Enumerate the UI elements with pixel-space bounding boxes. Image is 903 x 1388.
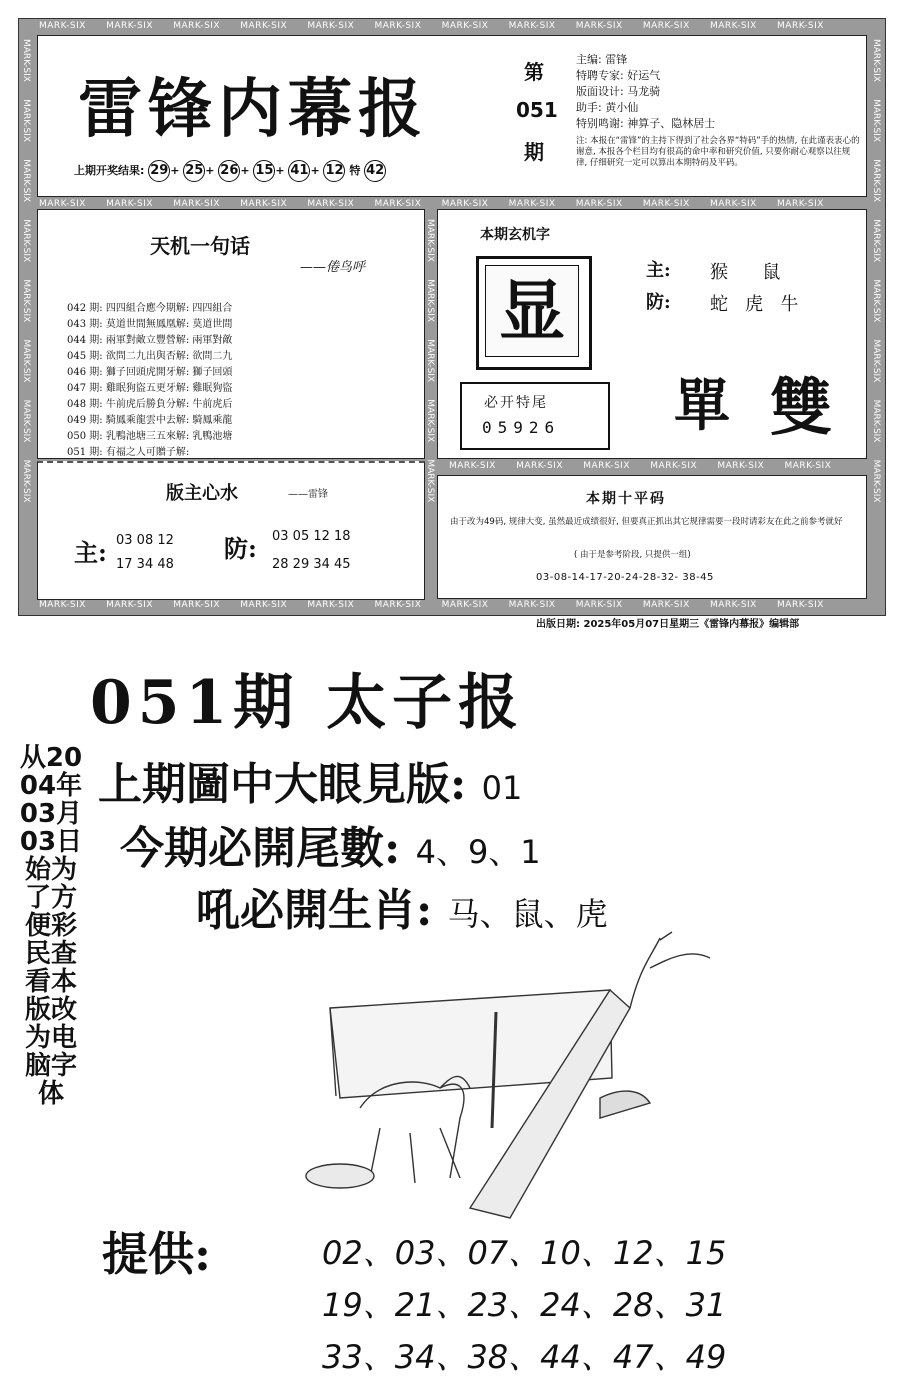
xuanji-zhu-values: 猴 鼠 [710, 262, 781, 283]
line1 [98, 748, 522, 812]
taizi-title: 051期 太子报 [90, 668, 525, 738]
banzhu-panel [37, 461, 425, 600]
history-row: 046 期: 獅子回頭虎開牙解: 獅子回頭 [67, 367, 233, 378]
provide-row: 19、21、23、24、28、31 [322, 1286, 727, 1324]
line1-label: 上期圖中大眼見版: [98, 759, 467, 810]
xuanji-title: 本期玄机字 [480, 227, 550, 243]
xuanji-fang-values: 蛇 虎 牛 [710, 294, 799, 315]
right-strip: MARK-SIX MARK-SIX MARK-SIX MARK-SIX MARK-SIX MARK-SIX MARK-SIX MARK-SIX [871, 39, 881, 503]
line3-value: 马、鼠、虎 [447, 895, 608, 933]
publish-footer: 出版日期: 2025年05月07日星期三《雷锋内幕报》编辑部 [536, 619, 800, 630]
tail-box [460, 382, 610, 450]
shiping-note: 由于改为49码, 规律大变, 虽然最近成绩很好, 但要真正抓出其它规律需要一段时请彩友在此之前参考就好 [450, 517, 843, 527]
xuanji-box [476, 256, 592, 370]
result-ball: 26 [218, 160, 240, 182]
provide-row: 33、34、38、44、47、49 [322, 1338, 727, 1376]
line2 [120, 812, 541, 876]
line2-value: 4、9、1 [415, 833, 541, 871]
staff-line: 助手: 黄小仙 [576, 101, 639, 114]
line1-value: 01 [481, 769, 523, 807]
tianji-title: 天机一句话 [150, 234, 250, 258]
provide-label: 提供: [102, 1227, 211, 1281]
banzhu-author: ——雷锋 [288, 489, 328, 500]
right-mid-strip: MARK-SIX MARK-SIX MARK-SIX MARK-SIX MARK-SIX MARK-SIX [449, 461, 832, 471]
tail-label: 必开特尾 [484, 395, 548, 411]
banzhu-zhu-line2: 17 34 48 [116, 557, 174, 572]
result-ball: 41 [288, 160, 310, 182]
ox-illustration [300, 928, 740, 1228]
result-ball: 25 [183, 160, 205, 182]
result-ball: 29 [148, 160, 170, 182]
xuanji-panel [437, 209, 867, 459]
side-note: 从2004年03月03日始为了方便彩民查看本版改为电脑字体 [19, 743, 83, 1109]
staff-line: 特聘专家: 好运气 [576, 69, 661, 82]
xuanji-fang-label: 防: [646, 292, 671, 313]
history-row: 048 期: 牛前虎后勝負分解: 牛前虎后 [67, 399, 233, 410]
staff-line: 特别鸣谢: 神算子、隐林居士 [576, 117, 716, 130]
issue-number: 051 [516, 98, 558, 122]
result-ball: 15 [253, 160, 275, 182]
banzhu-fang-label: 防: [224, 534, 257, 563]
history-row: 047 期: 雞眠狗盜五更牙解: 雞眠狗盜 [67, 383, 233, 394]
tail-value: 05926 [482, 418, 561, 437]
banzhu-title: 版主心水 [166, 483, 238, 504]
top-strip: MARK-SIX MARK-SIX MARK-SIX MARK-SIX MARK-SIX MARK-SIX MARK-SIX MARK-SIX MARK-SIX MARK-SIX MARK-SIX MARK-SIX [39, 21, 824, 31]
xuanji-char: 显 [485, 265, 579, 357]
shiping-numbers: 03-08-14-17-20-24-28-32- 38-45 [536, 572, 714, 583]
last-result-label: 上期开奖结果: [74, 164, 145, 177]
shiping-title: 本期十平码 [586, 491, 666, 507]
shiping-note2: ( 由于是参考阶段, 只提供一组) [574, 550, 691, 560]
notice-text: 注: 本报在“雷锋”的主持下得到了社会各界“特码”手的热情, 在此谨表衷心的谢意, 本报各个栏目均有很高的命中率和研究价值, 只要你耐心观察以往规律, 仔细研究一定可以算出本期特码及平码。 [576, 136, 860, 168]
history-row: 042 期: 四四組合應今期解: 四四組合 [67, 303, 233, 314]
issue-prefix: 第 [524, 60, 544, 84]
staff-list [576, 52, 715, 132]
provide-row: 02、03、07、10、12、15 [322, 1234, 727, 1272]
staff-line: 主编: 雷锋 [576, 53, 628, 66]
banzhu-zhu-label: 主: [74, 538, 107, 567]
shuang-char: 雙 [770, 371, 833, 444]
xuanji-zhu-label: 主: [646, 260, 671, 281]
middle-strip: MARK-SIX MARK-SIX MARK-SIX MARK-SIX MARK-SIX MARK-SIX MARK-SIX MARK-SIX MARK-SIX MARK-SIX MARK-SIX MARK-SIX [39, 199, 824, 209]
line3-label: 吼必開生肖: [196, 885, 433, 936]
history-row: 049 期: 騎鳳乘龍雲中去解: 騎鳳乘龍 [67, 415, 233, 426]
history-row: 045 期: 欲問二九出與否解: 欲問二九 [67, 351, 233, 362]
history-row: 043 期: 莫道世間無鳳凰解: 莫道世間 [67, 319, 233, 330]
bottom-strip: MARK-SIX MARK-SIX MARK-SIX MARK-SIX MARK-SIX MARK-SIX MARK-SIX MARK-SIX MARK-SIX MARK-SIX MARK-SIX MARK-SIX [39, 600, 824, 610]
last-result: 上期开奖结果: 29 + 25 + 26 + 15 + 41 + 12 特 42 [74, 160, 386, 182]
header-panel [37, 35, 867, 197]
left-strip: MARK-SIX MARK-SIX MARK-SIX MARK-SIX MARK-SIX MARK-SIX MARK-SIX MARK-SIX [21, 39, 31, 503]
banzhu-zhu-line1: 03 08 12 [116, 533, 174, 548]
history-row: 044 期: 兩軍對敵立豐營解: 兩軍對敵 [67, 335, 233, 346]
staff-line: 版面设计: 马龙骑 [576, 85, 661, 98]
special-ball: 42 [364, 160, 386, 182]
shiping-panel [437, 475, 867, 599]
issue-suffix: 期 [524, 140, 544, 164]
dan-char: 單 [674, 373, 730, 439]
history-row: 050 期: 乳鴨池塘三五來解: 乳鴨池塘 [67, 431, 233, 442]
banzhu-fang-line1: 03 05 12 18 [272, 529, 351, 544]
tianji-author: ——倦鸟呼 [300, 260, 366, 275]
line2-label: 今期必開尾數: [120, 823, 401, 874]
newspaper-frame [18, 18, 886, 616]
history-row: 051 期: 有福之人可贈子解: [67, 447, 190, 458]
result-ball: 12 [323, 160, 345, 182]
center-strip: MARK-SIX MARK-SIX MARK-SIX MARK-SIX MARK-SIX [425, 219, 435, 503]
special-label: 特 [349, 164, 361, 177]
newspaper-title: 雷锋内幕报 [78, 72, 428, 147]
banzhu-fang-line2: 28 29 34 45 [272, 557, 351, 572]
